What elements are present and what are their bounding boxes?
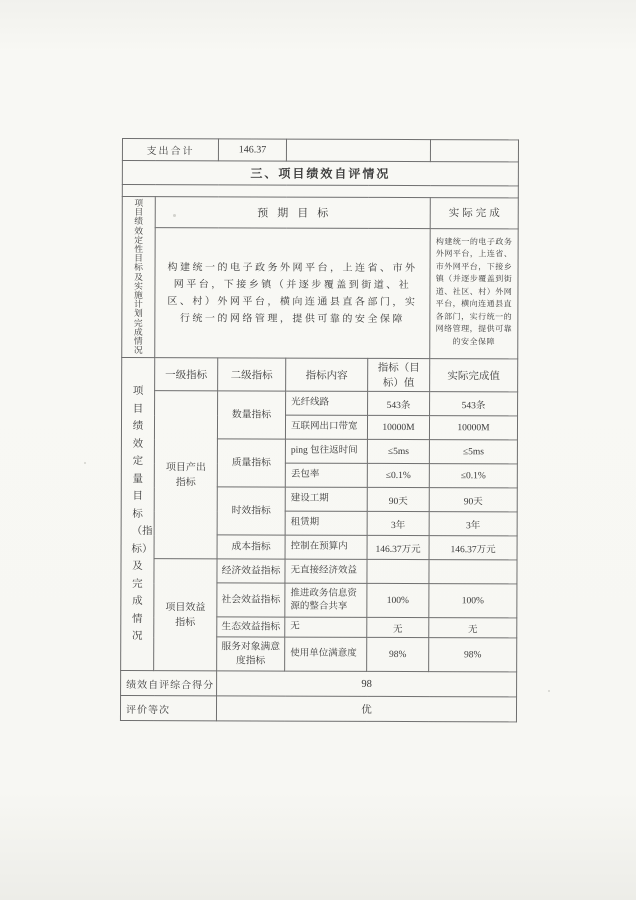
metric-target [367,560,429,584]
scan-speck [548,690,550,692]
expenditure-total-label: 支出合计 [122,139,218,161]
metric-content: 使用单位满意度 [285,638,367,672]
quantitative-side-label-cell [121,358,155,671]
metric-actual: 90天 [429,488,517,512]
metric-content: 无直接经济效益 [285,560,367,584]
qualitative-header-row [122,197,518,229]
header-indicator-content: 指标内容 [286,359,368,392]
sub-social-indicator: 社会效益指标 [217,583,285,617]
group-output-indicators: 项目产出指标 [154,391,218,559]
metric-content: 互联网出口带宽 [285,416,367,440]
grade-row [120,696,516,722]
metric-target: 146.37万元 [367,536,429,560]
quantitative-side-label: 项目绩效定量目标（指标）及完成情况 [131,386,153,643]
metric-target: 543条 [368,392,430,416]
evaluation-grade-label: 评价等次 [120,696,216,721]
metric-content: 租赁期 [285,512,367,536]
metric-actual: 146.37万元 [429,536,517,560]
group-benefit-indicators: 项目效益指标 [154,559,217,671]
table-row [122,391,518,416]
metric-actual: 98% [429,638,517,672]
metric-target: 3年 [367,512,429,536]
sub-quantity-indicator: 数量指标 [217,391,285,439]
metric-content: 光纤线路 [286,392,368,416]
metric-content: 丢包率 [285,464,367,488]
metric-actual [429,560,517,584]
metric-content: 控制在预算内 [285,536,367,560]
metric-actual: ≤0.1% [429,464,517,488]
qualitative-side-label: 项目绩效定性目标及实施计划完成情况 [133,198,144,356]
metric-target: 10000M [367,416,429,440]
metric-content: 建设工期 [285,488,367,512]
header-actual-value: 实际完成值 [430,359,518,392]
metric-target: ≤0.1% [367,464,429,488]
scan-speck [84,462,86,464]
expenditure-total-row [122,139,518,162]
metric-content: 推进政务信息资源的整合共享 [285,584,367,618]
self-evaluation-score-value: 98 [217,671,517,697]
empty-cell [286,139,430,162]
expenditure-total-value: 146.37 [218,139,286,161]
metric-target: 90天 [367,488,429,512]
sub-quality-indicator: 质量指标 [217,439,285,487]
metric-target: 100% [367,584,429,618]
section-title: 三、项目绩效自评情况 [122,161,518,186]
metric-actual: 3年 [429,512,517,536]
metric-content: 无 [285,618,367,638]
metric-actual: 100% [429,584,517,618]
metric-actual: 543条 [430,392,518,416]
header-target-value: 指标（目标）值 [368,359,430,392]
quantitative-header-row [122,358,518,392]
expected-goal-text: 构建统一的电子政务外网平台，上连省、市外网平台，下接乡镇（并逐步覆盖到街道、社区、村）外网平台，横向连通县直各部门，实行统一的网络管理，提供可靠的安全保障 [155,227,430,359]
metric-actual: ≤5ms [429,440,517,464]
performance-evaluation-table [120,138,519,723]
metric-target: 无 [367,618,429,638]
table-row [121,559,517,584]
evaluation-grade-value: 优 [216,696,516,722]
sub-satisfaction-indicator: 服务对象满意度指标 [217,637,285,671]
qualitative-text-row [122,227,518,359]
sub-cost-indicator: 成本指标 [217,535,285,559]
sub-ecological-indicator: 生态效益指标 [217,617,285,637]
sub-timeliness-indicator: 时效指标 [217,487,285,535]
expected-goal-header: 预期目标 [155,197,430,229]
metric-actual: 无 [429,618,517,638]
score-row [121,671,517,697]
section-title-row [122,161,518,186]
metric-content: ping 包往返时间 [285,440,367,464]
evaluation-form [120,138,519,723]
self-evaluation-score-label: 绩效自评综合得分 [121,671,217,696]
header-level1-indicator: 一级指标 [155,358,218,391]
metric-target: 98% [367,638,429,672]
empty-cell [430,140,518,162]
sub-economic-indicator: 经济效益指标 [217,559,285,583]
actual-completion-text: 构建统一的电子政务外网平台，上连省、市外网平台，下接乡镇（并逐步覆盖到街道、社区、村）外网平台，横向连通县直各部门，实行统一的网络管理，提供可靠的安全保障 [430,228,518,359]
metric-target: ≤5ms [367,440,429,464]
header-level2-indicator: 二级指标 [218,358,286,391]
metric-actual: 10000M [429,416,517,440]
actual-completion-header: 实际完成 [430,198,518,229]
qualitative-side-label-cell [122,197,156,359]
